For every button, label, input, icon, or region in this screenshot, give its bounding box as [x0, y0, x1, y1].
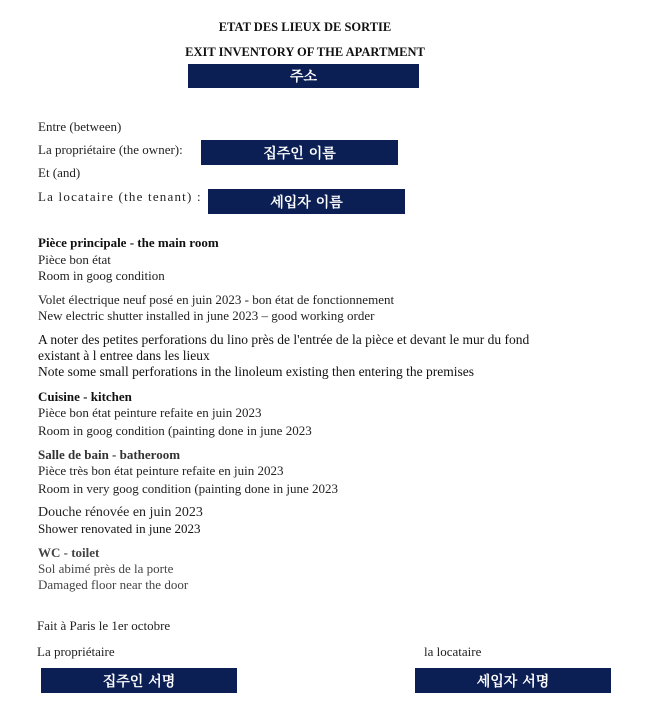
main-room-en3: Note some small perforations in the linoleum existing then entering the premises [38, 364, 475, 379]
main-room-fr1: Pièce bon état [38, 252, 111, 267]
main-room-fr3a: A noter des petites perforations du lino près de l'entrée de la pièce et devant le mur du fond [38, 332, 530, 347]
tenant-signature-label: la locataire [424, 644, 482, 659]
toilet-en: Damaged floor near the door [38, 577, 189, 592]
kitchen-heading: Cuisine - kitchen [38, 389, 132, 404]
owner-signature-label: La propriétaire [37, 644, 115, 659]
main-room-fr3b: existant à l entree dans les lieux [38, 348, 210, 363]
main-room-en1: Room in goog condition [38, 268, 165, 283]
address-redaction: 주소 [188, 64, 419, 88]
bathroom-en2: Shower renovated in june 2023 [38, 521, 201, 536]
kitchen-en: Room in goog condition (painting done in june 2023 [38, 423, 312, 438]
between-label: Entre (between) [38, 119, 122, 134]
toilet-heading: WC - toilet [38, 545, 100, 560]
main-room-en2: New electric shutter installed in june 2023 – good working order [38, 308, 375, 323]
bathroom-heading: Salle de bain - batheroom [38, 447, 181, 462]
main-room-fr2: Volet électrique neuf posé en juin 2023 - bon état de fonctionnement [38, 292, 395, 307]
owner-signature-redaction: 집주인 서명 [41, 668, 237, 693]
kitchen-fr: Pièce bon état peinture refaite en juin 2023 [38, 405, 262, 420]
and-label: Et (and) [38, 165, 81, 180]
document-title-en: EXIT INVENTORY OF THE APARTMENT [185, 45, 425, 59]
tenant-name-redaction: 세입자 이름 [208, 189, 405, 214]
place-date: Fait à Paris le 1er octobre [37, 618, 171, 633]
bathroom-fr: Pièce très bon état peinture refaite en juin 2023 [38, 463, 284, 478]
owner-name-redaction: 집주인 이름 [201, 140, 398, 165]
owner-label: La propriétaire (the owner): [38, 142, 183, 157]
tenant-label: La locataire (the tenant) : [38, 189, 202, 204]
document-title-fr: ETAT DES LIEUX DE SORTIE [218, 20, 392, 34]
bathroom-fr2: Douche rénovée en juin 2023 [38, 505, 203, 520]
bathroom-en: Room in very goog condition (painting done in june 2023 [38, 481, 339, 496]
toilet-fr: Sol abimé près de la porte [38, 561, 174, 576]
main-room-heading: Pièce principale - the main room [38, 235, 219, 250]
tenant-signature-redaction: 세입자 서명 [415, 668, 611, 693]
